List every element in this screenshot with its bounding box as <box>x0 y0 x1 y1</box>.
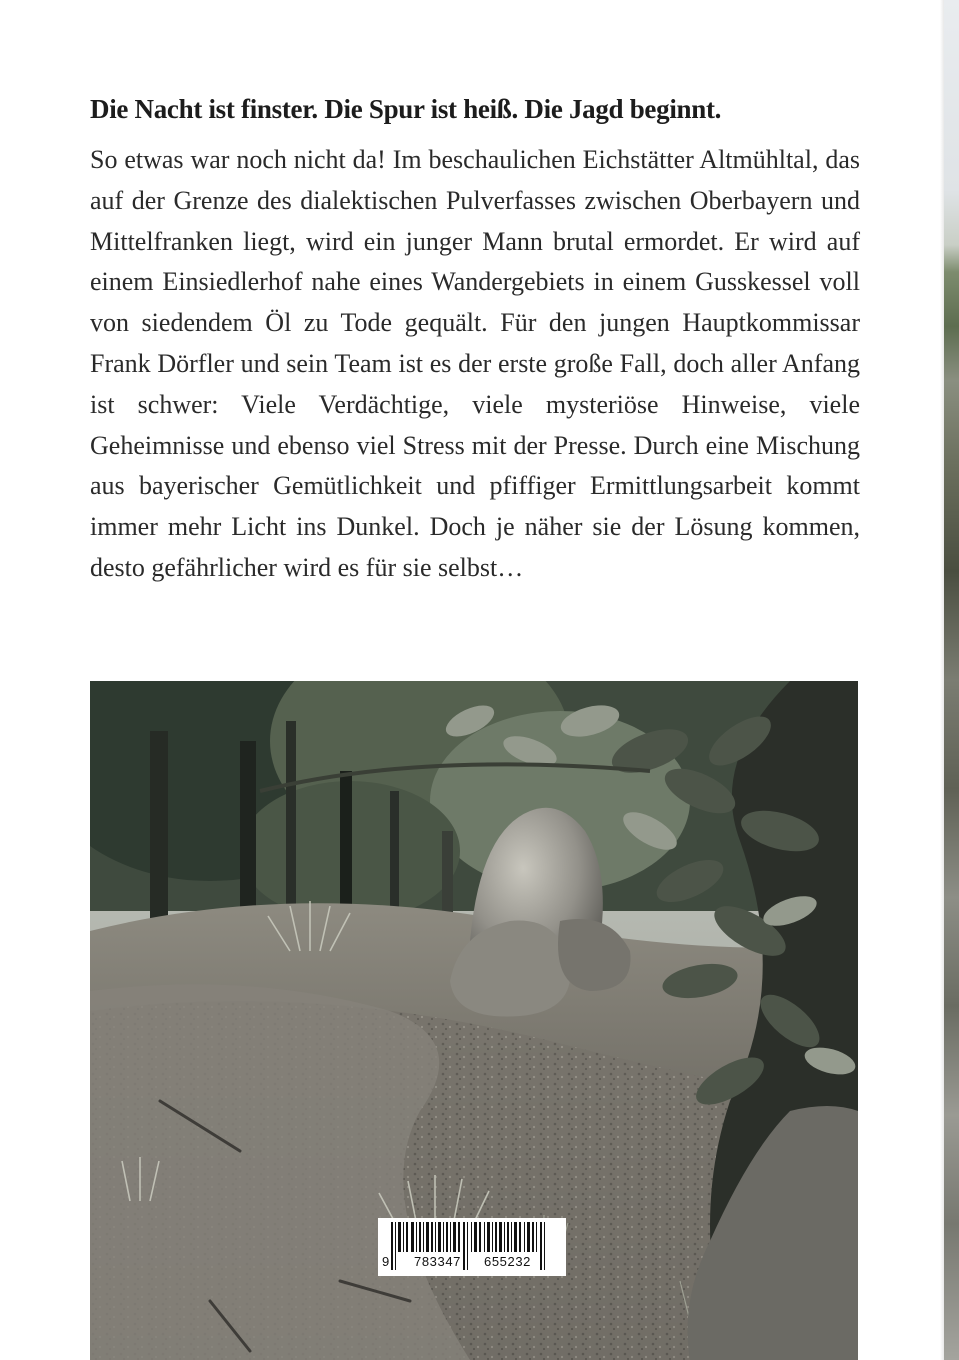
cover-blurb: So etwas war noch nicht da! Im beschaulichen Eichstätter Altmühltal, das auf der Grenze des dialektischen Pulverfasses zwischen Oberbayern und Mittelfranken liegt, wird ein junger Mann brutal ermordet. Er wird auf einem Einsiedlerhof nahe eines Wandergebiets in einem Gusskessel voll von siedendem Öl zu Tode gequält. Für den jungen Hauptkommissar Frank Dörfler und sein Team ist es der erste große Fall, doch aller Anfang ist schwer: Viele Verdächtige, viele mysteriöse Hinweise, viele Geheimnisse und ebenso viel Stress mit der Presse. Durch eine Mischung aus bayerischer Gemütlichkeit und pfiffiger Ermittlungsarbeit kommt immer mehr Licht ins Dunkel. Doch je näher sie der Lösung kommen, desto gefährlicher wird es für sie selbst… <box>90 145 860 582</box>
barcode-digits-right: 655232 <box>484 1254 531 1269</box>
barcode-digits <box>378 1254 566 1272</box>
isbn-barcode <box>378 1218 566 1276</box>
barcode-digit-first: 9 <box>382 1254 390 1269</box>
barcode-digits-left: 783347 <box>414 1254 461 1269</box>
cover-headline: Die Nacht ist finster. Die Spur ist heiß. Die Jagd beginnt. <box>90 94 722 124</box>
spine-strip <box>944 0 959 1360</box>
